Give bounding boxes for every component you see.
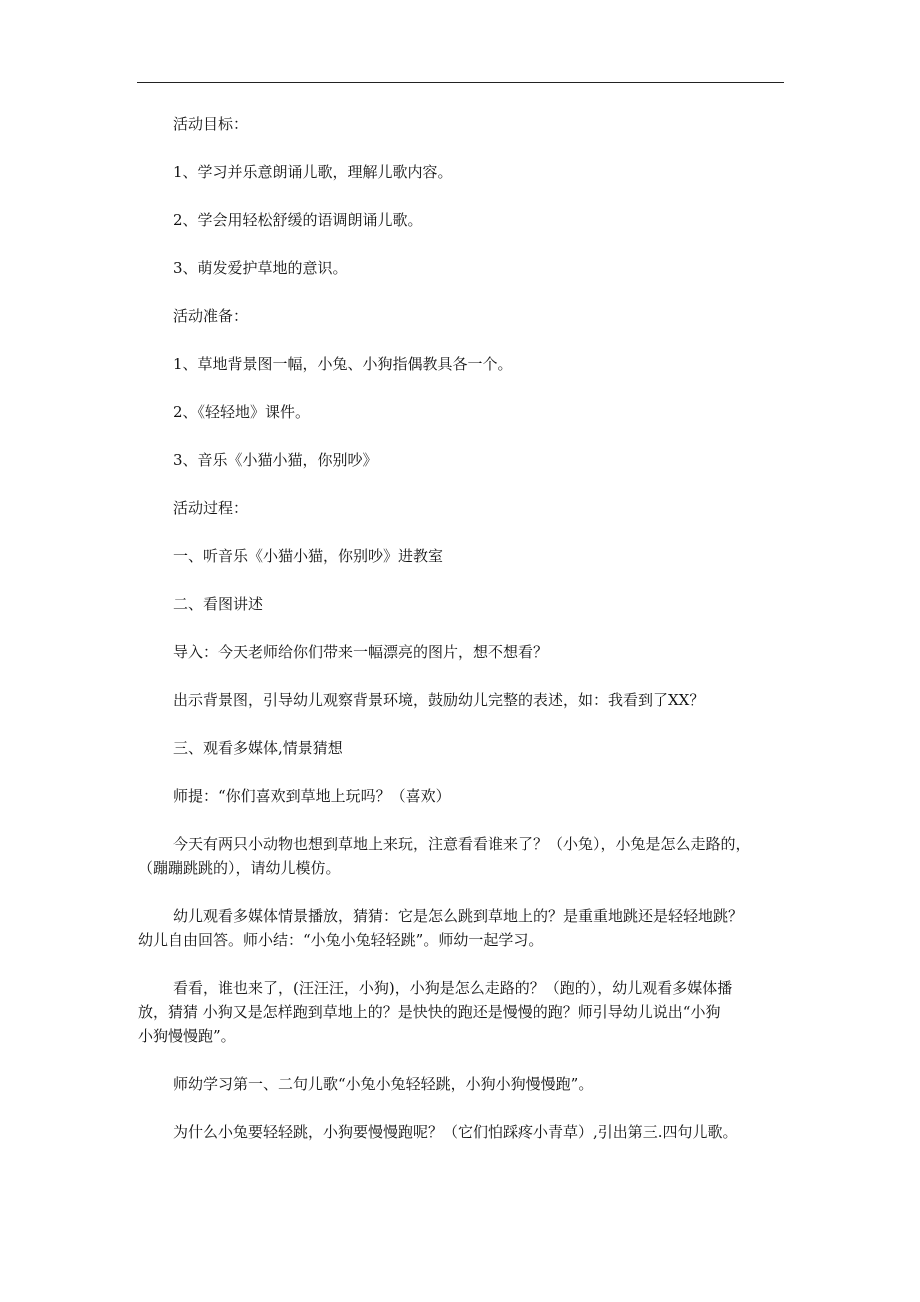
process-step-3: 三、观看多媒体,情景猜想 [173, 739, 343, 757]
intro-line: 导入：今天老师给你们带来一幅漂亮的图片，想不想看？ [173, 643, 549, 661]
prep-item-2: 2、《轻轻地》课件。 [173, 403, 311, 421]
paragraph-rabbit-arrive [138, 832, 788, 880]
process-step-2: 二、看图讲述 [173, 595, 264, 613]
process-heading: 活动过程： [173, 499, 249, 517]
goal-item-3: 3、萌发爱护草地的意识。 [173, 259, 348, 277]
paragraph-line: 小狗慢慢跑”。 [138, 1027, 236, 1045]
paragraph-line: 今天有两只小动物也想到草地上来玩，注意看看谁来了？（小兔），小兔是怎么走路的， [173, 835, 751, 853]
show-background-line: 出示背景图，引导幼儿观察背景环境，鼓励幼儿完整的表述，如：我看到了XX？ [173, 691, 705, 709]
paragraph-dog-arrive [138, 976, 788, 1048]
why-question: 为什么小兔要轻轻跳，小狗要慢慢跑呢？（它们怕踩疼小青草）,引出第三.四句儿歌。 [173, 1123, 738, 1141]
paragraph-line: 幼儿观看多媒体情景播放，猜猜：它是怎么跳到草地上的？是重重地跳还是轻轻地跳？ [173, 907, 744, 925]
goal-item-2: 2、学会用轻松舒缓的语调朗诵儿歌。 [173, 211, 423, 229]
prep-heading: 活动准备： [173, 307, 249, 325]
prep-item-1: 1、草地背景图一幅，小兔、小狗指偶教具各一个。 [173, 355, 513, 373]
paragraph-rabbit-jump [138, 904, 788, 952]
paragraph-line: 放，猜猜 小狗又是怎样跑到草地上的？是快快的跑还是慢慢的跑？师引导幼儿说出“小狗 [138, 1003, 721, 1021]
paragraph-line: 幼儿自由回答。师小结：“小兔小兔轻轻跳”。师幼一起学习。 [138, 931, 544, 949]
prep-item-3: 3、音乐《小猫小猫，你别吵》 [173, 451, 378, 469]
paragraph-line: 看看，谁也来了，(汪汪汪，小狗)，小狗是怎么走路的？（跑的），幼儿观看多媒体播 [173, 979, 733, 997]
learn-first-lines: 师幼学习第一、二句儿歌“小兔小兔轻轻跳，小狗小狗慢慢跑”。 [173, 1075, 594, 1093]
goal-item-1: 1、学习并乐意朗诵儿歌，理解儿歌内容。 [173, 163, 453, 181]
process-step-1: 一、听音乐《小猫小猫，你别吵》进教室 [173, 547, 444, 565]
paragraph-line: （蹦蹦跳跳的），请幼儿模仿。 [138, 859, 341, 877]
goal-heading: 活动目标： [173, 115, 249, 133]
teacher-question: 师提：“你们喜欢到草地上玩吗？（喜欢） [173, 787, 451, 805]
